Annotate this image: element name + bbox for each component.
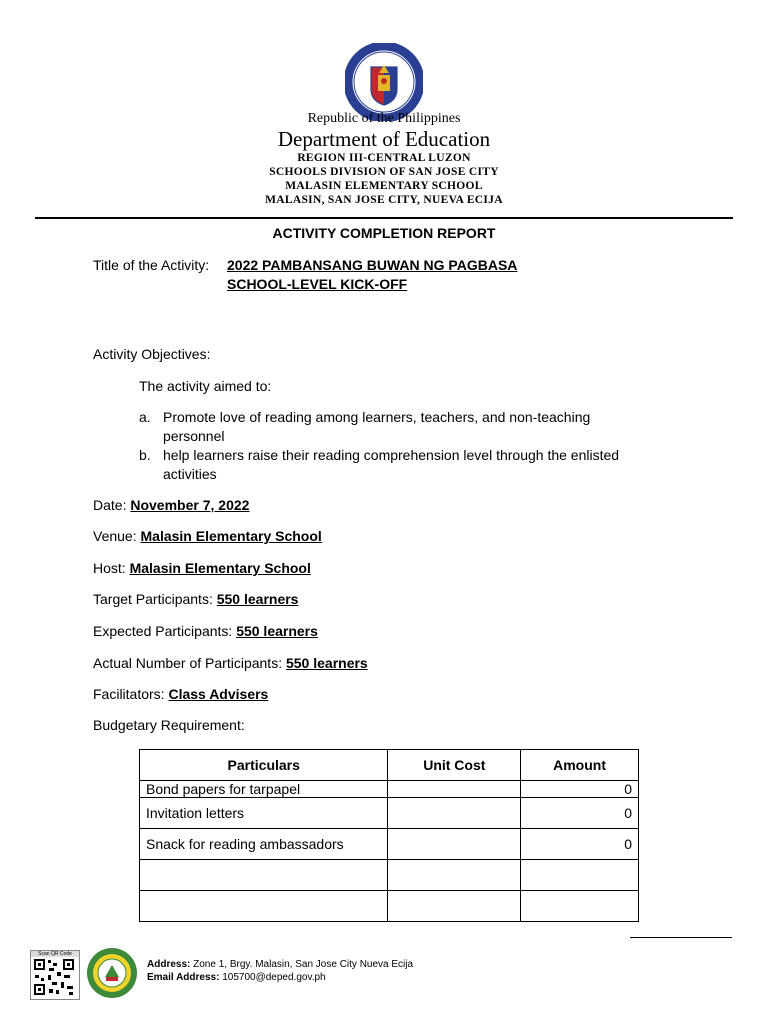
republic-line: Republic of the Philippines xyxy=(307,111,461,126)
particulars-cell: Invitation letters xyxy=(140,798,388,829)
objective-marker: a. xyxy=(139,409,151,425)
table-header-row xyxy=(140,750,639,781)
date-label: Date: xyxy=(93,497,127,513)
target-participants-field xyxy=(93,591,298,607)
report-heading: ACTIVITY COMPLETION REPORT xyxy=(272,225,496,241)
date-field xyxy=(93,497,249,513)
objective-text-cont: personnel xyxy=(163,428,225,444)
amount-cell xyxy=(521,860,639,891)
target-participants-value: 550 learners xyxy=(216,591,299,607)
objective-marker: b. xyxy=(139,447,151,463)
particulars-cell: Snack for reading ambassadors xyxy=(140,829,388,860)
particulars-cell xyxy=(140,860,388,891)
host-value: Malasin Elementary School xyxy=(129,560,311,576)
title-line-2: SCHOOL-LEVEL KICK-OFF xyxy=(227,276,408,292)
header-divider xyxy=(35,217,733,219)
title-label: Title of the Activity: xyxy=(93,257,210,273)
school-line: MALASIN ELEMENTARY SCHOOL xyxy=(285,180,483,192)
qr-label: Scan QR Code xyxy=(31,951,79,957)
unit-cost-cell xyxy=(388,781,521,798)
particulars-cell: Bond papers for tarpapel xyxy=(140,781,388,798)
unit-cost-cell xyxy=(388,891,521,922)
host-field xyxy=(93,560,311,576)
particulars-cell xyxy=(140,891,388,922)
budget-label: Budgetary Requirement: xyxy=(93,717,245,733)
objective-text: help learners raise their reading comprehension level through the enlisted xyxy=(163,447,620,463)
footer-email-label: Email Address: xyxy=(147,972,220,983)
qr-code xyxy=(30,950,80,1000)
facilitators-label: Facilitators: xyxy=(93,686,165,702)
column-header: Unit Cost xyxy=(388,750,521,781)
footer-address-label: Address: xyxy=(147,959,191,970)
venue-label: Venue: xyxy=(93,528,137,544)
expected-participants-value: 550 learners xyxy=(236,623,318,639)
amount-cell: 0 xyxy=(521,829,639,860)
venue-field xyxy=(93,528,322,544)
column-header: Particulars xyxy=(140,750,388,781)
table-row xyxy=(140,891,639,922)
footer-email-value: 105700@deped.gov.ph xyxy=(222,972,326,983)
school-logo xyxy=(86,947,138,999)
actual-participants-field xyxy=(93,655,368,671)
expected-participants-field xyxy=(93,623,318,639)
region-line: REGION III-CENTRAL LUZON xyxy=(297,152,471,164)
expected-participants-label: Expected Participants: xyxy=(93,623,233,639)
unit-cost-cell xyxy=(388,798,521,829)
target-participants-label: Target Participants: xyxy=(93,591,213,607)
objectives-label: Activity Objectives: xyxy=(93,346,211,362)
objectives-intro: The activity aimed to: xyxy=(139,378,272,394)
table-row xyxy=(140,781,639,798)
venue-value: Malasin Elementary School xyxy=(140,528,322,544)
division-line: SCHOOLS DIVISION OF SAN JOSE CITY xyxy=(269,166,499,178)
objective-text: Promote love of reading among learners, teachers, and non-teaching xyxy=(163,409,591,425)
footer-address-value: Zone 1, Brgy. Malasin, San Jose City Nueva Ecija xyxy=(193,959,414,970)
table-row xyxy=(140,860,639,891)
budget-table xyxy=(139,749,639,922)
unit-cost-cell xyxy=(388,860,521,891)
unit-cost-cell xyxy=(388,829,521,860)
date-value: November 7, 2022 xyxy=(130,497,250,513)
table-row xyxy=(140,829,639,860)
footer-address xyxy=(147,959,413,970)
title-line-1: 2022 PAMBANSANG BUWAN NG PAGBASA xyxy=(227,257,518,273)
footer-email xyxy=(147,972,326,983)
amount-cell: 0 xyxy=(521,798,639,829)
qr-pattern-icon xyxy=(31,957,77,997)
address-line: MALASIN, SAN JOSE CITY, NUEVA ECIJA xyxy=(265,194,503,206)
actual-participants-label: Actual Number of Participants: xyxy=(93,655,283,671)
footer-divider xyxy=(630,937,732,938)
table-row xyxy=(140,798,639,829)
department-title: Department of Education xyxy=(277,127,491,151)
facilitators-value: Class Advisers xyxy=(168,686,269,702)
host-label: Host: xyxy=(93,560,126,576)
column-header: Amount xyxy=(521,750,639,781)
objective-text-cont: activities xyxy=(163,466,217,482)
deped-seal-logo xyxy=(345,43,423,121)
amount-cell: 0 xyxy=(521,781,639,798)
facilitators-field xyxy=(93,686,268,702)
actual-participants-value: 550 learners xyxy=(285,655,368,671)
amount-cell xyxy=(521,891,639,922)
